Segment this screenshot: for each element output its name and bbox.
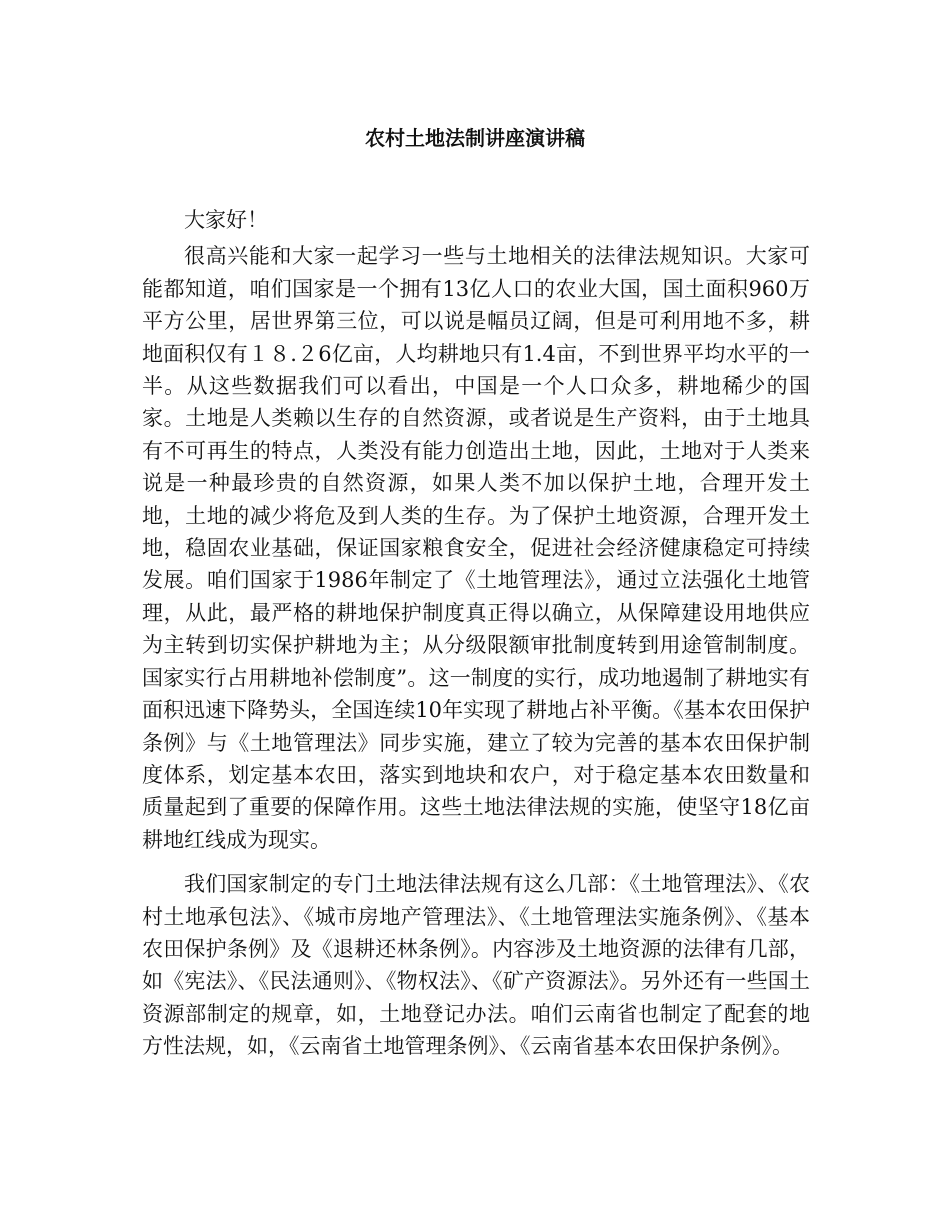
document-title: 农村土地法制讲座演讲稿 [365, 126, 585, 150]
document-body [142, 204, 810, 1063]
greeting: 大家好！ [184, 208, 268, 232]
paragraph-2: 我们国家制定的专门土地法律法规有这么几部：《土地管理法》、《农村土地承包法》、《城市房地产管理法》、《土地管理法实施条例》、《基本农田保护条例》及《退耕还林条例》。内容涉及土地资源的法律有几部，如《宪法》、《民法通则》、《物权法》、《矿产资源法》。另外还有一些国土资源部制定的规章，如，土地登记办法。咱们云南省也制定了配套的地方性法规，如，《云南省土地管理条例》、《云南省基本农田保护条例》。 [142, 872, 810, 1059]
paragraph-1: 很高兴能和大家一起学习一些与土地相关的法律法规知识。大家可能都知道，咱们国家是一个拥有13亿人口的农业大国，国土面积960万平方公里，居世界第三位，可以说是幅员辽阔，但是可利用地不多，耕地面积仅有１８.２6亿亩，人均耕地只有1.4亩，不到世界平均水平的一半。从这些数据我们可以看出，中国是一个人口众多，耕地稀少的国家。土地是人类赖以生存的自然资源，或者说是生产资料，由于土地具有不可再生的特点，人类没有能力创造出土地，因此，土地对于人类来说是一种最珍贵的自然资源，如果人类不加以保护土地，合理开发土地，土地的减少将危及到人类的生存。为了保护土地资源，合理开发土地，稳固农业基础，保证国家粮食安全，促进社会经济健康稳定可持续发展。咱们国家于1986年制定了《土地管理法》，通过立法强化土地管理，从此，最严格的耕地保护制度真正得以确立，从保障建设用地供应为主转到切实保护耕地为主；从分级限额审批制度转到用途管制制度。国家实行占用耕地补偿制度”。这一制度的实行，成功地遏制了耕地实有面积迅速下降势头，全国连续10年实现了耕地占补平衡。《基本农田保护条例》与《土地管理法》同步实施，建立了较为完善的基本农田保护制度体系，划定基本农田，落实到地块和农户，对于稳定基本农田数量和质量起到了重要的保障作用。这些土地法律法规的实施，使坚守18亿亩耕地红线成为现实。 [142, 244, 810, 852]
